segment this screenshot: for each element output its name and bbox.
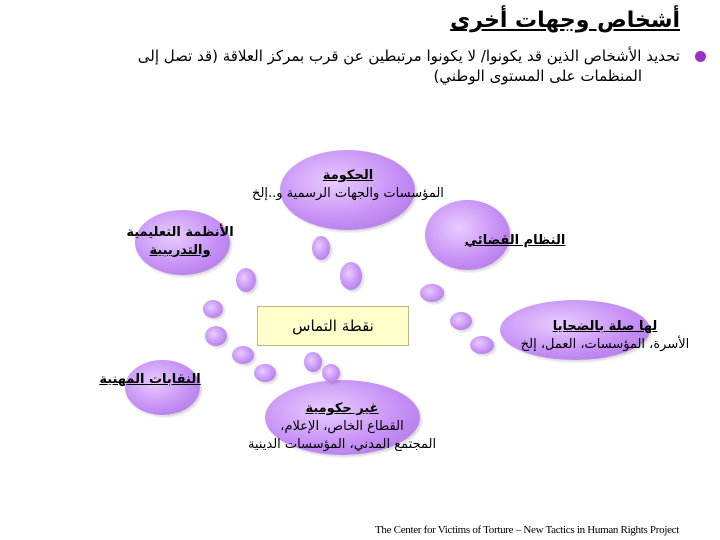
footer-credit: The Center for Victims of Torture – New Tactics in Human Rights Project [375, 524, 679, 536]
bubble [304, 352, 322, 372]
government-heading: الحكومة [322, 168, 374, 183]
bubble [420, 284, 444, 302]
victims-subtext: الأسرة، المؤسسات، العمل، إلخ [520, 337, 690, 352]
bullet-point [30, 46, 680, 86]
bubble [312, 236, 330, 260]
bullet-dot-icon [695, 51, 706, 62]
bubble [322, 364, 340, 382]
bubble [205, 326, 227, 346]
bubble [236, 268, 256, 292]
nongov-subtext-1: القطاع الخاص، الإعلام، [280, 419, 404, 434]
bubble [340, 262, 362, 290]
node-unions [80, 371, 220, 389]
bullet-line-1: تحديد الأشخاص الذين قد يكونوا/ لا يكونوا مرتبطين عن قرب بمركز العلاقة (قد تصل إلى [137, 47, 680, 65]
contact-point-label: نقطة التماس [292, 317, 374, 335]
node-nongov [242, 400, 442, 454]
bubble [232, 346, 254, 364]
government-subtext: المؤسسات والجهات الرسمية و..إلخ [252, 186, 444, 201]
node-education [100, 224, 260, 260]
bubble [254, 364, 276, 382]
bubble [470, 336, 494, 354]
page-title: أشخاص وجهات أخرى [450, 8, 680, 33]
nongov-heading: غير حكومية [305, 401, 379, 416]
node-government [238, 167, 458, 203]
bubble [450, 312, 472, 330]
nongov-subtext-2: المجتمع المدني، المؤسسات الدينية [247, 437, 437, 452]
contact-point-box [257, 306, 409, 346]
judicial-heading: النظام القضائي [464, 233, 566, 248]
bullet-line-2: المنظمات على المستوى الوطني) [433, 67, 642, 85]
education-subtext: والتدريبية [149, 243, 211, 258]
node-judicial [440, 232, 590, 250]
bubble [203, 300, 223, 318]
victims-heading: لها صلة بالضحايا [552, 319, 658, 334]
node-victims [505, 318, 705, 354]
unions-heading: النقابات المهنية [99, 372, 201, 387]
education-heading: الأنظمة التعليمية [126, 225, 234, 240]
